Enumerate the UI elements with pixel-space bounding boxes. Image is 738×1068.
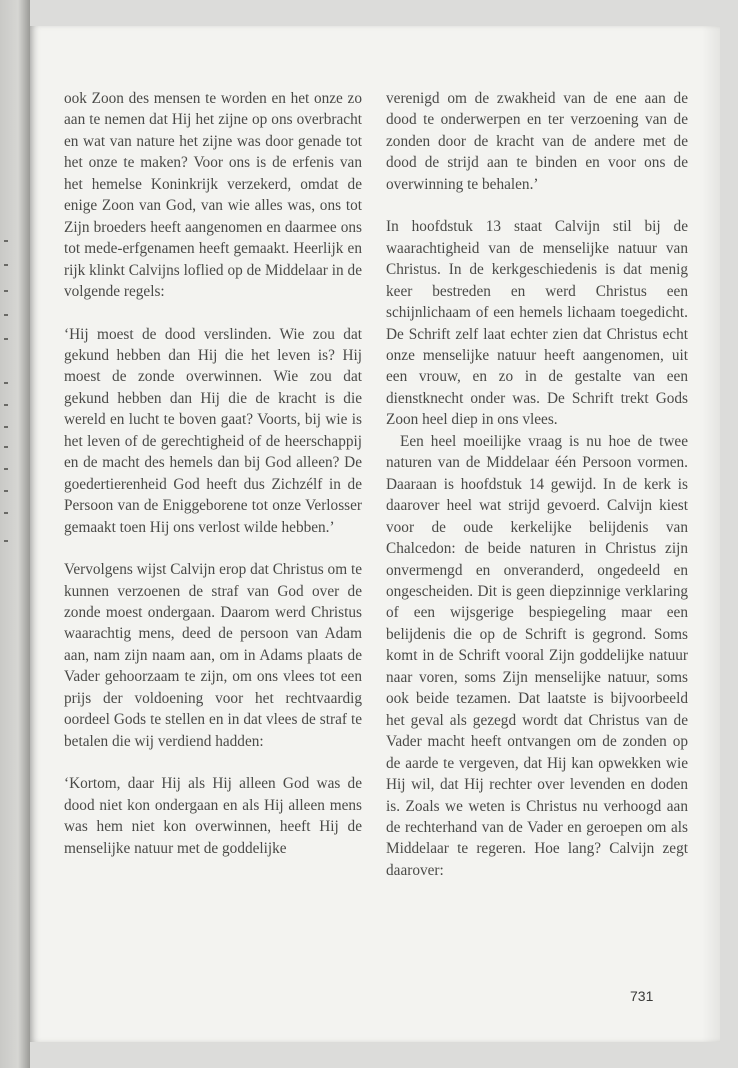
right-column: [386, 88, 688, 881]
margin-mark: [4, 264, 8, 266]
margin-mark: [4, 446, 8, 448]
margin-mark: [4, 468, 8, 470]
margin-mark: [4, 240, 8, 242]
page-number: 731: [630, 988, 654, 1004]
margin-mark: [4, 490, 8, 492]
paragraph: Een heel moeilijke vraag is nu hoe de twee naturen van de Middelaar één Persoon vormen. Daaraan is hoofdstuk 14 gewijd. In de kerk is daarover heel wat strijd gevoerd. Calvijn kiest voor de oude kerkelijke belijdenis van Chalcedon: de beide naturen in Christus zijn onvermengd en onveranderd, ongedeeld en ongescheiden. Dit is geen diepzinnige verklaring of een wijsgerige bespiegeling maar een belijdenis die op de Schrift is gegrond. Soms komt in de Schrift vooral Zijn goddelijke natuur naar voren, soms Zijn menselijke natuur, soms ook beide tezamen. Dat laatste is bijvoorbeeld het geval als gezegd wordt dat Christus van de Vader macht heeft ontvangen om de zonden op de aarde te vergeven, dat Hij kan opwekken wie Hij wil, dat Hij rechter over levenden en doden is. Zoals we weten is Christus nu verhoogd aan de rechterhand van de Vader en geroepen om als Middelaar te regeren. Hoe lang? Calvijn zegt daarover:: [386, 432, 688, 879]
quote-paragraph: ‘Hij moest de dood verslinden. Wie zou dat gekund hebben dan Hij die het leven is? Hij moest de zonde overwinnen. Wie zou dat gekund hebben dan Hij die de kracht is die wereld en lucht te boven gaat? Voorts, bij wie is het leven of de gerechtigheid of de heerschappij en de macht des hemels dan bij God alleen? De goedertierenheid God heeft dus Zichzélf in de Persoon van de Eniggeborene tot onze Verlosser gemaakt toen Hij ons verlost wilde hebben.’: [64, 325, 362, 536]
book-page: [30, 26, 720, 1042]
margin-mark: [4, 314, 8, 316]
margin-mark: [4, 290, 8, 292]
left-column: [64, 88, 362, 859]
quote-paragraph: ‘Kortom, daar Hij als Hij alleen God was de dood niet kon ondergaan en als Hij alleen mens was hem niet kon overwinnen, heeft Hij de menselijke natuur met de goddelijke: [64, 775, 362, 857]
margin-mark: [4, 426, 8, 428]
paragraph: In hoofdstuk 13 staat Calvijn stil bij de waarachtigheid van de menselijke natuur van Christus. In de kerkgeschiedenis is dat menig keer bestreden en werd Christus een schijnlichaam of een hemels lichaam toegedicht. De Schrift zelf laat echter zien dat Christus echt onze menselijke natuur heeft aangenomen, uit een vrouw, en zo in de gestalte van een dienstknecht onder was. De Schrift trekt Gods Zoon heel diep in ons vlees.: [386, 218, 688, 429]
adjacent-page-edge: [0, 0, 30, 1068]
paragraph: ook Zoon des mensen te worden en het onze zo aan te nemen dat Hij het zijne op ons overbracht en wat van nature het zijne was door genade tot het onze te maken? Voor ons is de erfenis van het hemelse Koninkrijk verzekerd, omdat de enige Zoon van God, van wie alles was, ons tot Zijn broeders heeft aangenomen en daarmee ons tot mede-erfgenamen heeft gemaakt. Heerlijk en rijk klinkt Calvijns loflied op de Middelaar in de volgende regels:: [64, 90, 362, 301]
margin-mark: [4, 338, 8, 340]
margin-mark: [4, 404, 8, 406]
quote-paragraph: verenigd om de zwakheid van de ene aan de dood te onderwerpen en ter verzoening van de zonden door de kracht van de andere met de dood de strijd aan te binden en voor ons de overwinning te behalen.’: [386, 90, 688, 193]
margin-mark: [4, 512, 8, 514]
margin-mark: [4, 382, 8, 384]
margin-mark: [4, 540, 8, 542]
paragraph: Vervolgens wijst Calvijn erop dat Christus om te kunnen verzoenen de straf van God over de zonde moest ondergaan. Daarom werd Christus waarachtig mens, deed de persoon van Adam aan, nam zijn naam aan, om in Adams plaats de Vader gehoorzaam te zijn, om ons vlees tot een prijs der voldoening voor het rechtvaardig oordeel Gods te stellen en in dat vlees de straf te betalen die wij verdiend hadden:: [64, 561, 362, 750]
